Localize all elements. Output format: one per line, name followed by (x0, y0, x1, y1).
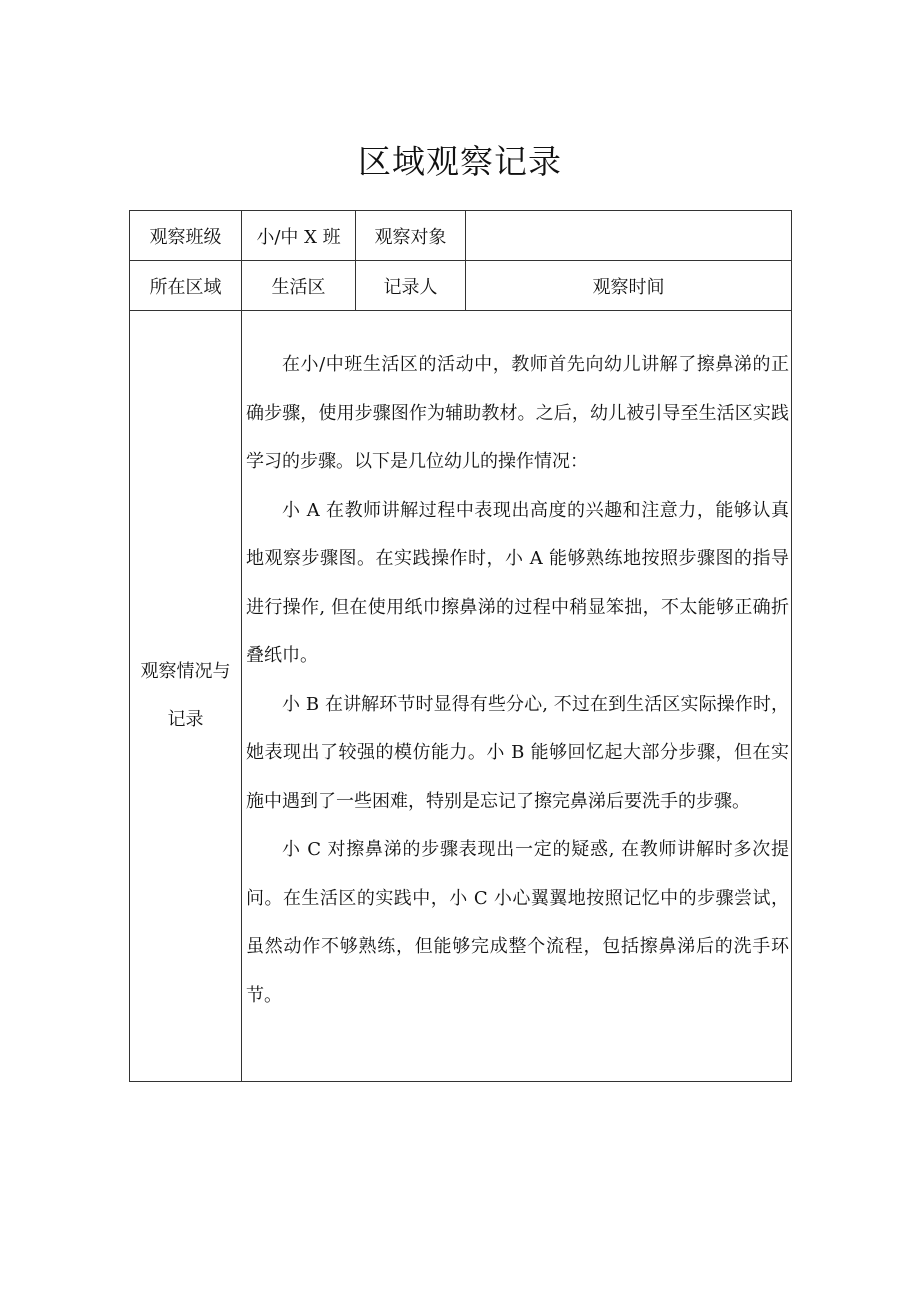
target-label: 观察对象 (356, 211, 466, 261)
observation-label-line-2: 记录 (167, 709, 204, 730)
class-value: 小/中 X 班 (242, 211, 356, 261)
observation-label-lines (141, 648, 231, 744)
table-row-area (130, 261, 792, 311)
recorder-label: 记录人 (356, 261, 466, 311)
class-label: 观察班级 (130, 211, 242, 261)
table-row-observation (130, 311, 792, 1082)
area-value: 生活区 (242, 261, 356, 311)
observation-content (242, 311, 792, 1082)
observation-paragraph-intro: 在小/中班生活区的活动中，教师首先向幼儿讲解了擦鼻涕的正确步骤，使用步骤图作为辅助教材。之后，幼儿被引导至生活区实践学习的步骤。以下是几位幼儿的操作情况： (246, 354, 789, 472)
observation-paragraph-child-c: 小 C 对擦鼻涕的步骤表现出一定的疑惑, 在教师讲解时多次提问。在生活区的实践中，小 C 小心翼翼地按照记忆中的步骤尝试，虽然动作不够熟练，但能够完成整个流程，包括擦鼻涕后的洗手环节。 (246, 839, 789, 1006)
observation-label (130, 311, 242, 1082)
observation-paragraph-child-a: 小 A 在教师讲解过程中表现出高度的兴趣和注意力，能够认真地观察步骤图。在实践操作时，小 A 能够熟练地按照步骤图的指导进行操作, 但在使用纸巾擦鼻涕的过程中稍显笨拙，不太能够正确折叠纸巾。 (246, 499, 789, 666)
page-title: 区域观察记录 (358, 142, 562, 181)
observation-paragraph-child-b: 小 B 在讲解环节时显得有些分心, 不过在到生活区实际操作时，她表现出了较强的模仿能力。小 B 能够回忆起大部分步骤，但在实施中遇到了一些困难，特别是忘记了擦完鼻涕后要洗手的步骤。 (246, 693, 789, 812)
observation-label-line-1: 观察情况与 (140, 661, 231, 682)
table-row-class (130, 211, 792, 261)
time-label: 观察时间 (466, 261, 792, 311)
target-value (466, 211, 792, 261)
observation-record-table (129, 210, 792, 1082)
area-label: 所在区域 (130, 261, 242, 311)
